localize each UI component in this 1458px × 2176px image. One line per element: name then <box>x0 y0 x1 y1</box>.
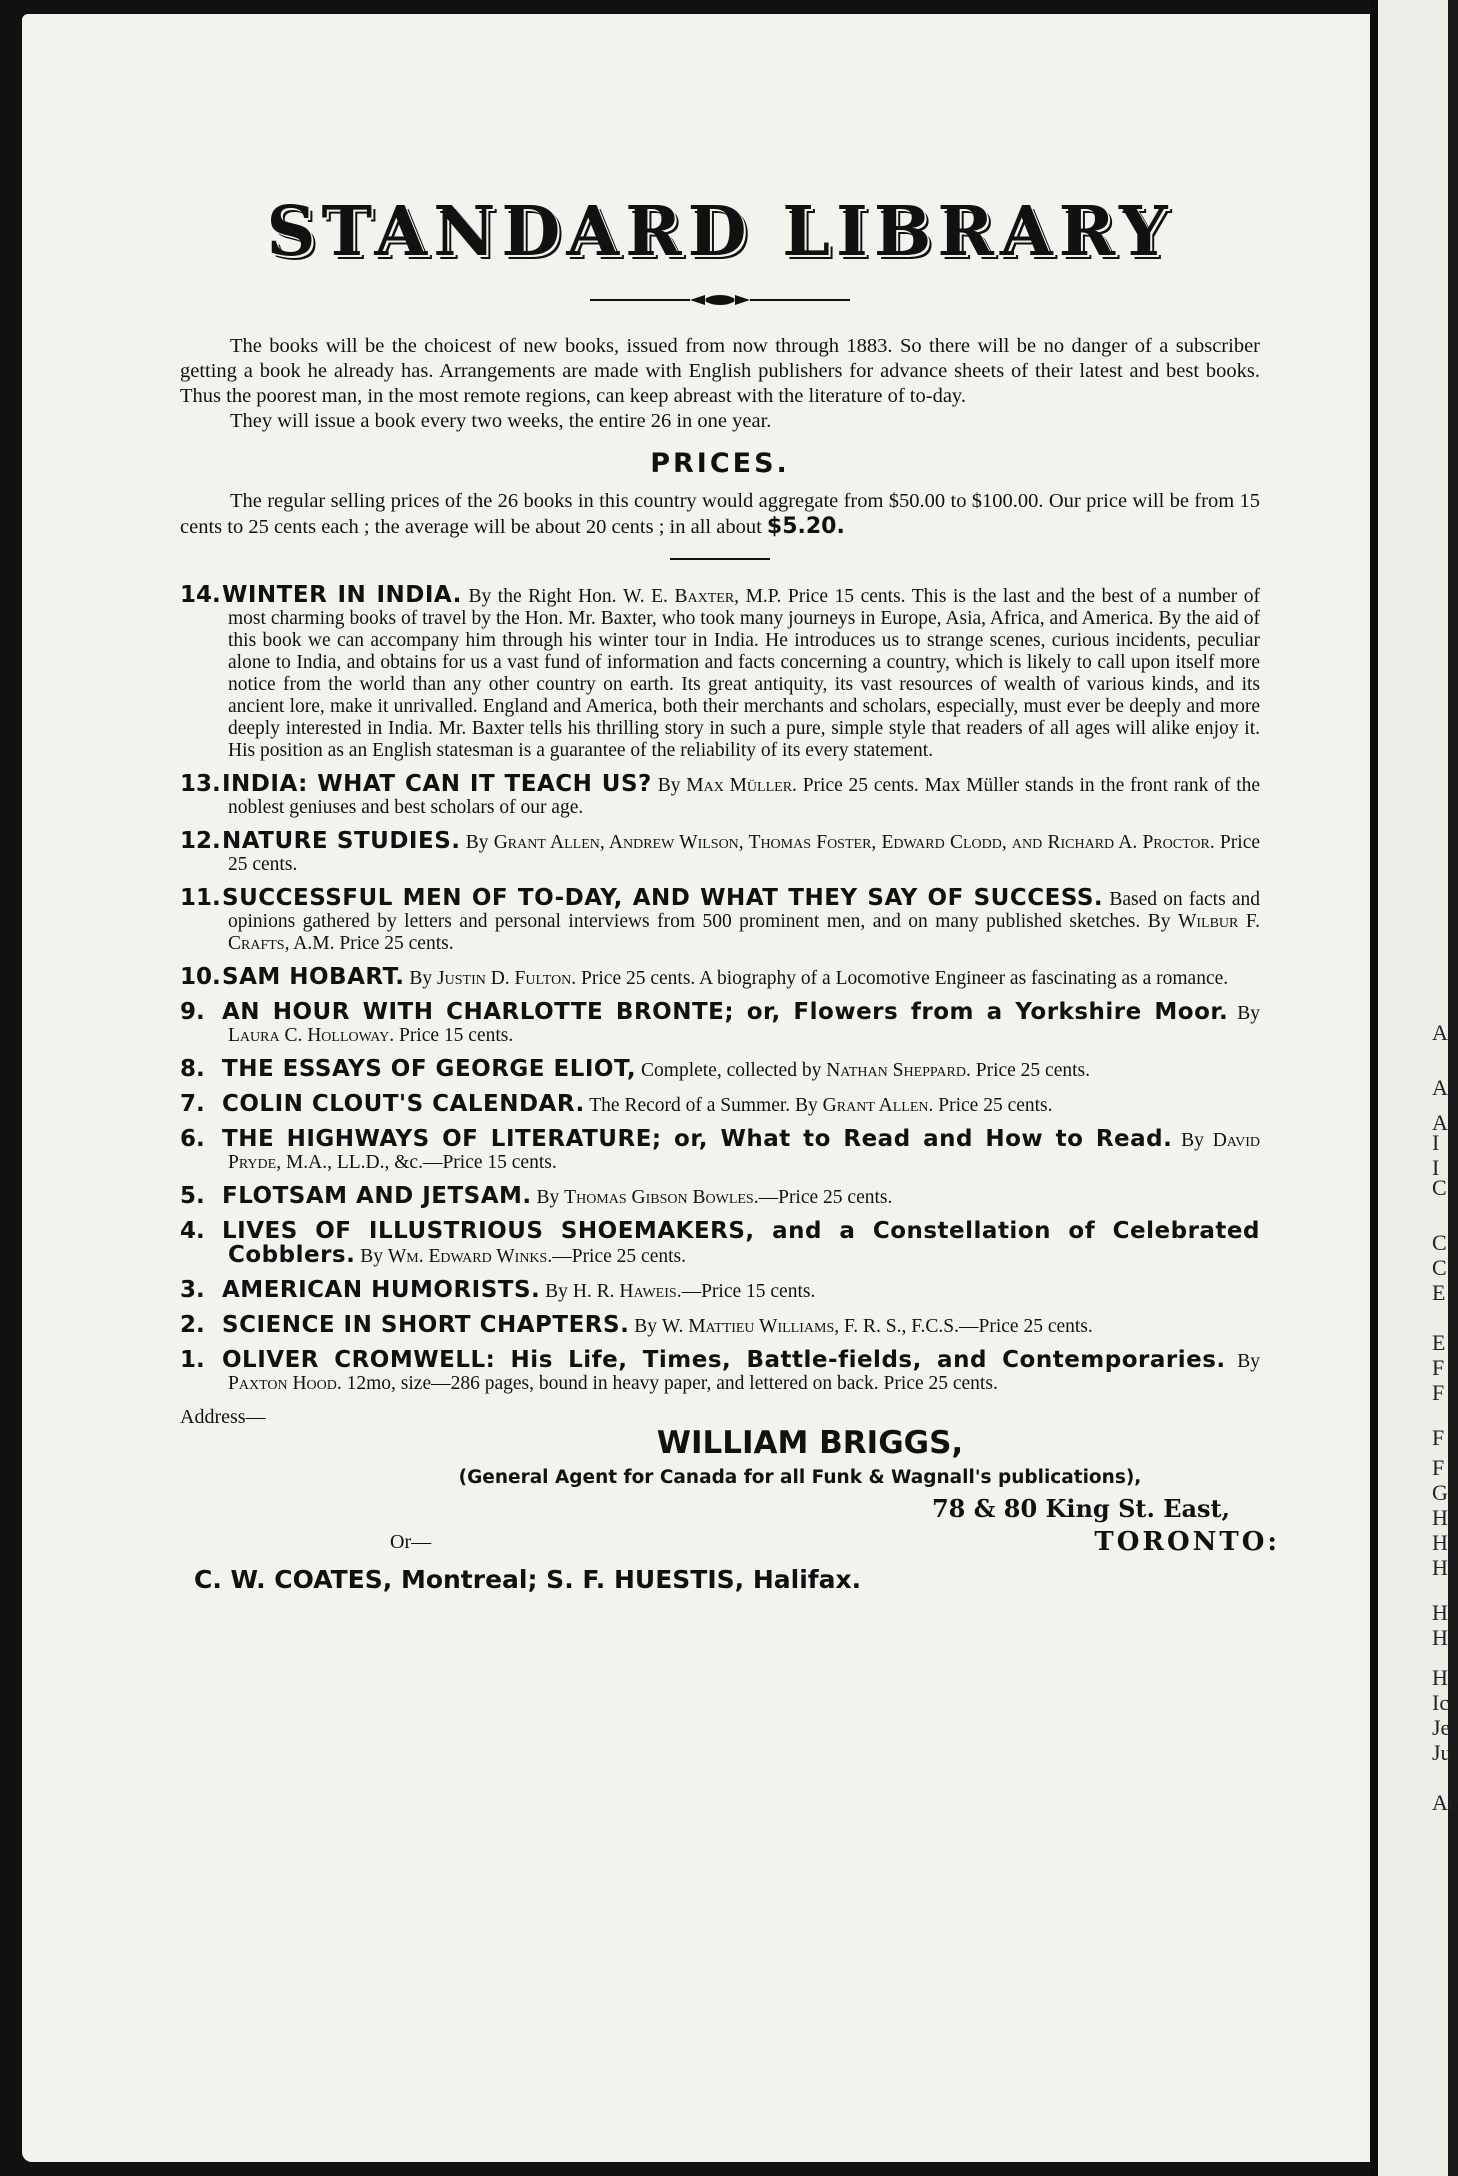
book-description: . Price 15 cents. <box>389 1025 514 1046</box>
edge-letter: C <box>1432 1175 1447 1200</box>
prices-heading: PRICES. <box>650 448 790 479</box>
book-number: 8. <box>180 1056 205 1082</box>
book-byline: By <box>1237 1351 1260 1372</box>
book-author: Grant Allen <box>822 1095 929 1116</box>
publisher-name: WILLIAM BRIGGS, <box>656 1425 964 1461</box>
other-agents: C. W. COATES, Montreal; S. F. HUESTIS, Halifax. <box>194 1565 862 1594</box>
edge-letter: F <box>1432 1380 1445 1405</box>
edge-letter: H <box>1432 1505 1448 1530</box>
book-entry <box>180 1185 1260 1209</box>
book-title: SCIENCE IN SHORT CHAPTERS. <box>222 1312 630 1338</box>
intro-paragraph: The books will be the choicest of new books, issued from now through 1883. So there will be no danger of a subscriber getting a book he already has. Arrangements are made with English publishers for advance sheets of their latest and best books. Thus the poorest man, in the most remote regions, can keep abreast with the literature of to-day. <box>180 335 1260 407</box>
edge-letter: H <box>1432 1625 1448 1650</box>
book-list <box>180 584 1260 1395</box>
book-description: . 12mo, size—286 pages, bound in heavy paper, and lettered on back. Price 25 cents. <box>336 1373 998 1394</box>
book-author: Wm. Edward Winks <box>387 1246 548 1267</box>
intro-schedule: They will issue a book every two weeks, the entire 26 in one year. <box>230 410 772 432</box>
book-description: , A.M. Price 25 cents. <box>284 933 454 954</box>
edge-letter: Ju <box>1432 1740 1452 1765</box>
book-author: Max Müller <box>686 775 793 796</box>
book-title: COLIN CLOUT'S CALENDAR. <box>222 1091 585 1117</box>
book-entry <box>180 1314 1260 1338</box>
edge-letter: H <box>1432 1555 1448 1580</box>
or-line <box>180 1527 1280 1561</box>
book-author: Laura C. Holloway <box>228 1025 390 1046</box>
book-number: 4. <box>180 1218 205 1244</box>
edge-letter: G <box>1432 1480 1448 1505</box>
book-description: , M.A., LL.D., &c.—Price 15 cents. <box>276 1152 557 1173</box>
edge-letter: H <box>1432 1530 1448 1555</box>
book-entry <box>180 1349 1260 1395</box>
section-rule <box>670 558 770 560</box>
edge-letter: Ic <box>1432 1690 1450 1715</box>
book-number: 10. <box>180 964 221 990</box>
book-entry <box>180 773 1260 819</box>
edge-letter: H <box>1432 1600 1448 1625</box>
book-title: THE HIGHWAYS OF LITERATURE; or, What to Read and How to Read. <box>222 1126 1173 1152</box>
book-description: . Price 25 cents. A biography of a Locomotive Engineer as fascinating as a romance. <box>571 968 1229 989</box>
book-byline: Complete, collected by <box>641 1060 822 1081</box>
book-title: WINTER IN INDIA. <box>222 582 462 608</box>
book-author: David Pryde <box>228 1130 1260 1173</box>
book-entry <box>180 1279 1260 1303</box>
book-description: , M.P. Price 15 cents. This is the last and the best of a number of most charming books of travel by the Hon. Mr. Baxter, who took many journeys in Europe, Asia, Africa, and America. By the aid of this book we can accompany him through his winter tour in India. He introduces us to strange scenes, curious incidents, peculiar alone to India, and obtains for us a vast fund of information and facts concerning a country, which is likely to call upon itself more notice from the world than any other country on earth. Its great antiquity, its vast resources of wealth of various kinds, and its ancient lore, make it unrivalled. England and America, both their merchants and scholars, especially, must ever be deeply and more deeply interested in India. Mr. Baxter tells his thrilling story in such a pure, simple style that readers of all ages will alike enjoy it. His position as an English statesman is a guarantee of the reliability of its every statement. <box>228 586 1261 761</box>
book-byline: By <box>634 1316 657 1337</box>
book-title: SUCCESSFUL MEN OF TO-DAY, AND WHAT THEY SAY OF SUCCESS. <box>222 885 1104 911</box>
book-title: INDIA: WHAT CAN IT TEACH US? <box>222 771 652 797</box>
book-byline: By <box>657 775 681 796</box>
book-entry <box>180 1128 1260 1174</box>
book-byline: By the Right Hon. <box>468 586 617 607</box>
book-entry <box>180 830 1260 876</box>
edge-letter: A <box>1432 1020 1448 1045</box>
book-title: SAM HOBART. <box>222 964 405 990</box>
book-title: THE ESSAYS OF GEORGE ELIOT, <box>222 1056 637 1082</box>
book-title: AMERICAN HUMORISTS. <box>222 1277 541 1303</box>
page-title: STANDARD LIBRARY <box>266 192 1174 272</box>
edge-letter: Je <box>1432 1715 1451 1740</box>
book-author: Nathan Sheppard <box>826 1060 966 1081</box>
ornament-divider-icon <box>590 290 850 310</box>
book-description: . Price 25 cents. <box>965 1060 1090 1081</box>
edge-letter: E <box>1432 1330 1446 1355</box>
book-number: 5. <box>180 1183 205 1209</box>
edge-letter: A <box>1432 1075 1448 1100</box>
book-description: .—Price 15 cents. <box>676 1281 816 1302</box>
or-label: Or— <box>390 1531 432 1553</box>
book-description: .—Price 25 cents. <box>547 1246 686 1267</box>
edge-letter: I <box>1432 1155 1440 1180</box>
book-description: .—Price 25 cents. <box>753 1187 893 1208</box>
book-title: AN HOUR WITH CHARLOTTE BRONTE; or, Flowers from a Yorkshire Moor. <box>222 999 1229 1025</box>
book-entry <box>180 1093 1260 1117</box>
book-title: OLIVER CROMWELL: His Life, Times, Battle-fields, and Contemporaries. <box>222 1347 1226 1373</box>
publisher-city: TORONTO: <box>1094 1527 1280 1557</box>
book-byline: The Record of a Summer. By <box>589 1095 818 1116</box>
book-number: 12. <box>180 828 221 854</box>
publisher-street: 78 & 80 King St. East, <box>931 1494 1230 1523</box>
book-byline: By <box>465 832 489 853</box>
book-title: NATURE STUDIES. <box>222 828 461 854</box>
book-entry <box>180 1001 1260 1047</box>
edge-letter: C <box>1432 1255 1447 1280</box>
publisher-agent-note: (General Agent for Canada for all Funk & Wagnall's publications), <box>458 1467 1142 1488</box>
book-entry <box>180 1058 1260 1082</box>
book-number: 7. <box>180 1091 205 1117</box>
book-author: Justin D. Fulton <box>437 968 572 989</box>
edge-letter: F <box>1432 1355 1445 1380</box>
book-author: H. R. Haweis <box>572 1281 677 1302</box>
book-number: 2. <box>180 1312 205 1338</box>
book-description: . Price 25 cents. <box>928 1095 1053 1116</box>
edge-letter: F <box>1432 1455 1445 1480</box>
book-byline: By <box>409 968 433 989</box>
book-number: 3. <box>180 1277 205 1303</box>
edge-letter: Ac <box>1432 1790 1458 1815</box>
book-description: , F. R. S., F.C.S.—Price 25 cents. <box>834 1316 1093 1337</box>
book-number: 13. <box>180 771 221 797</box>
book-byline: By <box>1181 1130 1204 1151</box>
book-author: Wilbur F. Crafts <box>228 911 1260 954</box>
book-entry <box>180 584 1260 762</box>
book-number: 6. <box>180 1126 205 1152</box>
book-byline: By <box>360 1246 384 1267</box>
book-author: W. Mattieu Williams <box>661 1316 835 1337</box>
prices-paragraph <box>180 489 1260 540</box>
book-byline: By <box>545 1281 568 1302</box>
book-number: 11. <box>180 885 221 911</box>
edge-letter: A <box>1432 1110 1448 1135</box>
edge-letter: F <box>1432 1425 1445 1450</box>
book-author: W. E. Baxter <box>623 586 735 607</box>
book-entry <box>180 966 1260 990</box>
book-author: Thomas Gibson Bowles <box>564 1187 754 1208</box>
prices-text: The regular selling prices of the 26 books in this country would aggregate from $50.00 to $100.00. Our price will be from 15 cents to 25 cents each ; the average will be about 20 cents ; in all about <box>180 490 1260 538</box>
book-number: 9. <box>180 999 205 1025</box>
book-description: . Price 25 cents. Max Müller stands in the front rank of the noblest geniuses and best scholars of our age. <box>228 775 1261 818</box>
edge-letter: I <box>1432 1130 1440 1155</box>
advertisement <box>180 180 1280 1594</box>
book-entry <box>180 1220 1260 1268</box>
book-byline: By <box>536 1187 560 1208</box>
book-title: LIVES OF ILLUSTRIOUS SHOEMAKERS, and a Constellation of Celebrated Cobblers. <box>222 1218 1260 1268</box>
edge-letter: E <box>1432 1280 1446 1305</box>
book-byline: By <box>1237 1003 1260 1024</box>
adjacent-page-edge-letters <box>1432 0 1458 2176</box>
address-label: Address— <box>180 1406 266 1428</box>
edge-letter: C <box>1432 1230 1447 1255</box>
book-description: . Price 25 cents. <box>228 832 1260 875</box>
book-number: 1. <box>180 1347 205 1373</box>
book-title: FLOTSAM AND JETSAM. <box>222 1183 532 1209</box>
edge-letter: H <box>1432 1665 1448 1690</box>
book-author: Paxton Hood <box>228 1373 337 1394</box>
book-byline: Based on facts and opinions gathered by letters and personal interviews from 500 prominent men, and on many published sketches. By <box>228 889 1261 932</box>
prices-total: $5.20. <box>766 514 845 539</box>
book-author: Grant Allen, Andrew Wilson, Thomas Foster, Edward Clodd, and Richard A. Proctor <box>493 832 1210 853</box>
book-number: 14. <box>180 582 221 608</box>
book-entry <box>180 887 1260 955</box>
